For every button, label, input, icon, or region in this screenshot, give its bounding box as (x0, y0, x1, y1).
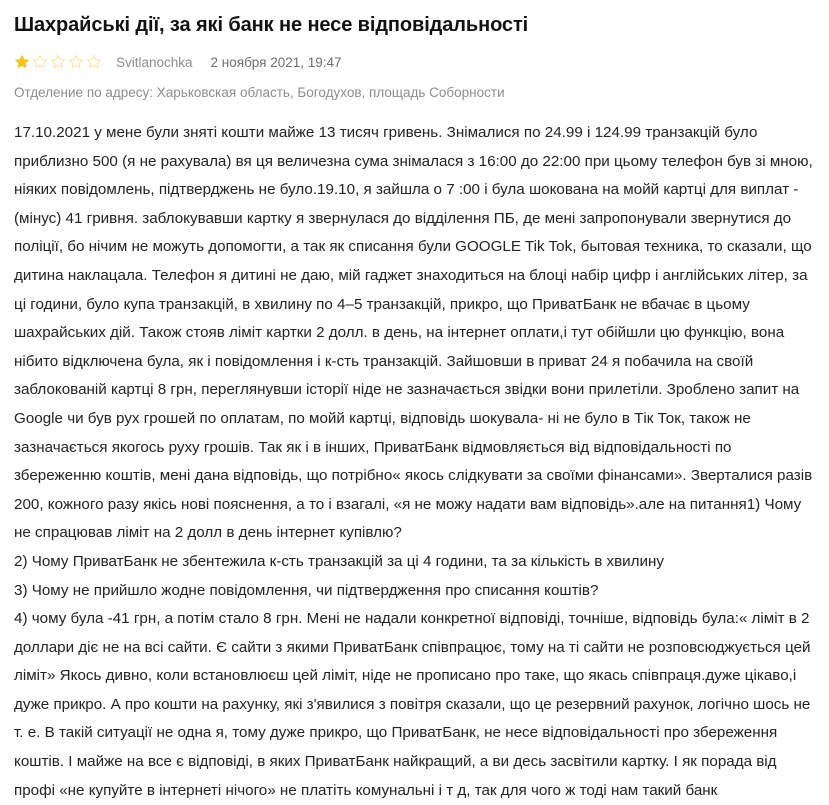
review-branch-address: Отделение по адресу: Харьковская область, Богодухов, площадь Соборности (14, 85, 505, 100)
star-icon-2 (32, 54, 48, 70)
star-icon-5 (86, 54, 102, 70)
rating-stars (14, 54, 102, 70)
star-icon-4 (68, 54, 84, 70)
review-paragraph: 3) Чому не прийшло жодне повідомлення, чи підтвердження про списання коштів? (14, 581, 599, 599)
review-paragraph: 4) чому була -41 грн, а потім стало 8 грн. Мені не надали конкретної відповіді, точніше, відповідь була:« ліміт в 2 доллари діє не на всі сайти. Є сайти з якими ПриватБанк співпрацює, тому на ті сайти не розповсюджується цей ліміт» Якось дивно, коли встановлюєш цей ліміт, ніде не прописано про таке, що якась співпраця.дуже цікаво,і дуже прикро. А про кошти на рахунку, які з'явилися з повітря сказали, що це резервний рахунок, логічно шось не т. е. В такій ситуації не одна я, тому дуже прикро, що ПриватБанк, не несе відповідальності про збереження коштів. І майже на все є відповіді, в яких ПриватБанк найкращий, а ви десь засвітили картку. І як порада від профі «не купуйте в інтернеті нічого» не платіть комунальні і т д, так для чого ж тоді нам такий банк (14, 610, 811, 799)
review-meta-row (14, 52, 815, 72)
review-author[interactable]: Svitlanochka (116, 54, 193, 70)
review-date: 2 ноября 2021, 19:47 (210, 54, 342, 70)
review-title: Шахрайські дії, за які банк не несе відповідальності (14, 14, 529, 36)
review-paragraph: 17.10.2021 у мене були зняті кошти майже 13 тисяч гривень. Знімалися по 24.99 і 124.99 транзакцій було приблизно 500 (я не рахувала) вя ця величезна сума знімалася з 16:00 до 22:00 при цьому телефон був зі мною, ніяких повідомлень, підтверджень не було.19.10, я зайшла о 7 :00 і була шокована на мойй картці для виплат -(мінус) 41 гривня. заблокувавши картку я звернулася до відділення ПБ, де мені запропонували звернутися до поліції, бо нічим не можуть допомогти, а так як списання були GOOGLE Tik Tok, бытовая техника, то сказали, що дитина наклацала. Телефон я дитині не даю, мій гаджет знаходиться на блоці набір цифр і англійських літер, за ці години, було купа транзакцій, в хвилину по 4–5 транзакцій, прикро, що ПриватБанк не вбачає в цьому шахрайських дій. Також стояв ліміт картки 2 долл. в день, на інтернет оплати,і тут обійшли цю функцію, вона нібито відключена була, як і повідомлення і к-сть транзакцій. Зайшовши в приват 24 я побачила на своїй заблокованій картці 8 грн, переглянувши історії ніде не зазначається звідки вони прилетіли. Зроблено запит на Google чи був рух грошей по оплатам, по мойй картці, відповідь шокувала- ні не було в Тік Ток, також не зазначається якогось руху грошів. Так як і в інших, ПриватБанк відмовляється від відповідальності по збереженню коштів, мені дана відповідь, що потрібно« якось слідкувати за своїми фінансами». Зверталися разів 200, кожного разу якісь нові пояснення, а то і взагалі, «я не можу надати вам відповідь».але на питання1) Чому не спрацював ліміт на 2 долл в день інтернет купівлю? (14, 124, 813, 542)
star-icon-3 (50, 54, 66, 70)
star-icon-1 (14, 54, 30, 70)
review-paragraph: 2) Чому ПриватБанк не збентежила к-сть транзакцій за ці 4 години, та за кількість в хвилину (14, 552, 664, 570)
review-body (14, 119, 815, 805)
